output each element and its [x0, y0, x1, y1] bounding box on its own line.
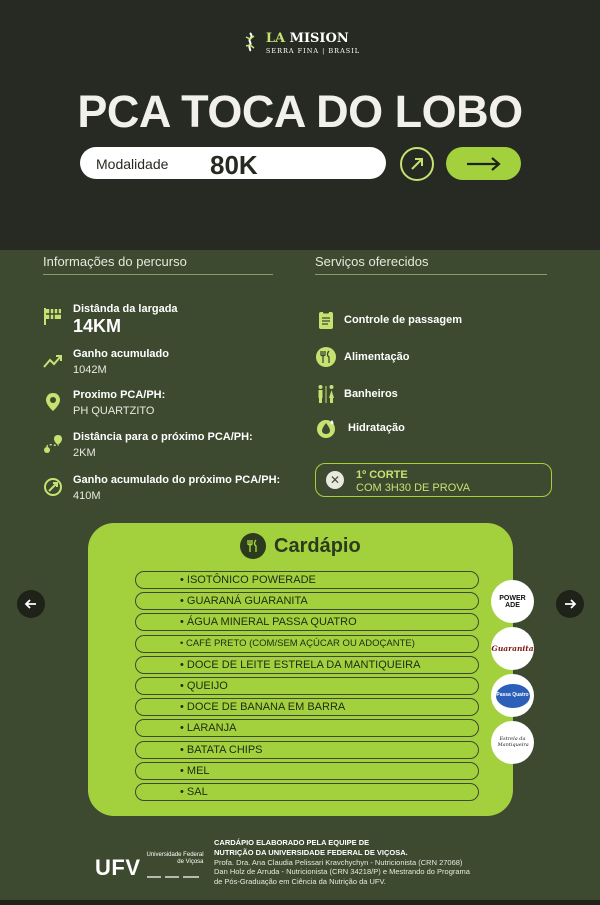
trend-up-icon	[42, 350, 64, 372]
services-heading: Serviços oferecidos	[315, 254, 429, 269]
map-pin-icon	[42, 391, 64, 413]
arrow-right-icon	[563, 597, 577, 611]
service-label: Alimentação	[344, 351, 410, 363]
route-icon	[42, 433, 64, 455]
service-label: Banheiros	[344, 388, 398, 400]
page-title: PCA TOCA DO LOBO	[77, 86, 523, 137]
info-value: 2KM	[73, 447, 96, 459]
modalidade-label: Modalidade	[96, 156, 169, 172]
mountain-silhouette	[0, 190, 600, 260]
info-label: Distância para o próximo PCA/PH:	[73, 431, 253, 443]
credits	[214, 838, 514, 887]
info-divider	[43, 274, 273, 275]
prev-button[interactable]	[17, 590, 45, 618]
arrow-left-icon	[24, 597, 38, 611]
credits-line-2: Dan Holz de Arruda - Nutricionista (CRN 34218/P) e Mestrando do Programa	[214, 867, 470, 877]
water-drop-icon	[315, 417, 337, 439]
brand-subtitle: SERRA FINA | BRASIL	[265, 47, 361, 55]
info-label: Proximo PCA/PH:	[73, 389, 166, 401]
corte-badge	[315, 463, 552, 497]
info-value: 410M	[73, 490, 101, 502]
menu-item: • CAFÉ PRETO (COM/SEM AÇÚCAR OU ADOÇANTE)	[135, 635, 479, 653]
footer-bar	[0, 900, 600, 905]
cutlery-icon	[315, 346, 337, 368]
estrela-mantiqueira-logo: Estrela da Mantiqueira	[491, 721, 534, 764]
ufv-lines	[147, 875, 199, 879]
modalidade-field[interactable]	[80, 147, 386, 179]
ufv-subtitle-1: Universidade Federal	[146, 852, 204, 858]
menu-item: • MEL	[135, 762, 479, 780]
restroom-icon	[315, 383, 337, 405]
clipboard-icon	[315, 309, 337, 331]
compass-icon	[42, 476, 64, 498]
service-label: Controle de passagem	[344, 314, 462, 326]
menu-item: • BATATA CHIPS	[135, 741, 479, 759]
credits-line-1: Profa. Dra. Ana Claudia Pelissari Kravchychyn - Nutricionista (CRN 27068)	[214, 857, 463, 867]
corte-title: 1º CORTE	[356, 469, 408, 481]
brand-logo	[0, 30, 600, 58]
modalidade-value: 80K	[210, 150, 258, 180]
menu-item: • SAL	[135, 783, 479, 801]
cardapio-title: Cardápio	[274, 534, 361, 557]
info-label: Ganho acumulado	[73, 348, 169, 360]
menu-item: • ISOTÔNICO POWERADE	[135, 571, 479, 589]
ufv-logo	[95, 852, 204, 884]
menu-item: • GUARANÁ GUARANITA	[135, 592, 479, 610]
credits-heading-1: CARDÁPIO ELABORADO PELA EQUIPE DE	[214, 838, 370, 847]
cutlery-icon	[240, 533, 266, 559]
credits-heading-2: NUTRIÇÃO DA UNIVERSIDADE FEDERAL DE VIÇOSA.	[214, 847, 408, 857]
next-button[interactable]	[446, 147, 521, 180]
menu-item: • LARANJA	[135, 719, 479, 737]
credits-line-3: de Pós-Graduação em Ciência da Nutrição da UFV.	[214, 877, 386, 886]
menu-item: • DOCE DE LEITE ESTRELA DA MANTIQUEIRA	[135, 656, 479, 674]
arrow-up-right-icon	[409, 156, 425, 172]
flag-icon	[42, 305, 64, 327]
ufv-wordmark: UFV	[95, 855, 141, 881]
services-divider	[315, 274, 547, 275]
info-value: PH QUARTZITO	[73, 405, 155, 417]
info-label: Ganho acumulado do próximo PCA/PH:	[73, 474, 281, 486]
close-icon: ✕	[326, 471, 344, 489]
info-value: 1042M	[73, 364, 107, 376]
info-label: Distânda da largada	[73, 303, 178, 315]
arrow-right-icon	[465, 156, 503, 172]
powerade-logo: POWER ADE	[491, 580, 534, 623]
passa-quatro-logo: Passa Quatro	[491, 674, 534, 717]
guaranita-logo: Guaranita	[491, 627, 534, 670]
external-link-button[interactable]	[400, 147, 434, 181]
lizard-icon	[240, 31, 260, 53]
cardapio-header	[240, 533, 361, 559]
brand-la: LA	[265, 31, 286, 46]
menu-item: • QUEIJO	[135, 677, 479, 695]
brand-mision: MISION	[289, 31, 349, 46]
cardapio-list	[135, 571, 479, 804]
next-slide-button[interactable]	[556, 590, 584, 618]
ufv-subtitle-2: de Viçosa	[177, 859, 204, 866]
menu-item: • ÁGUA MINERAL PASSA QUATRO	[135, 613, 479, 631]
corte-detail: COM 3H30 DE PROVA	[356, 482, 471, 494]
info-value: 14KM	[73, 316, 122, 336]
menu-item: • DOCE DE BANANA EM BARRA	[135, 698, 479, 716]
service-label: Hidratação	[348, 422, 405, 434]
info-heading: Informações do percurso	[43, 254, 187, 269]
